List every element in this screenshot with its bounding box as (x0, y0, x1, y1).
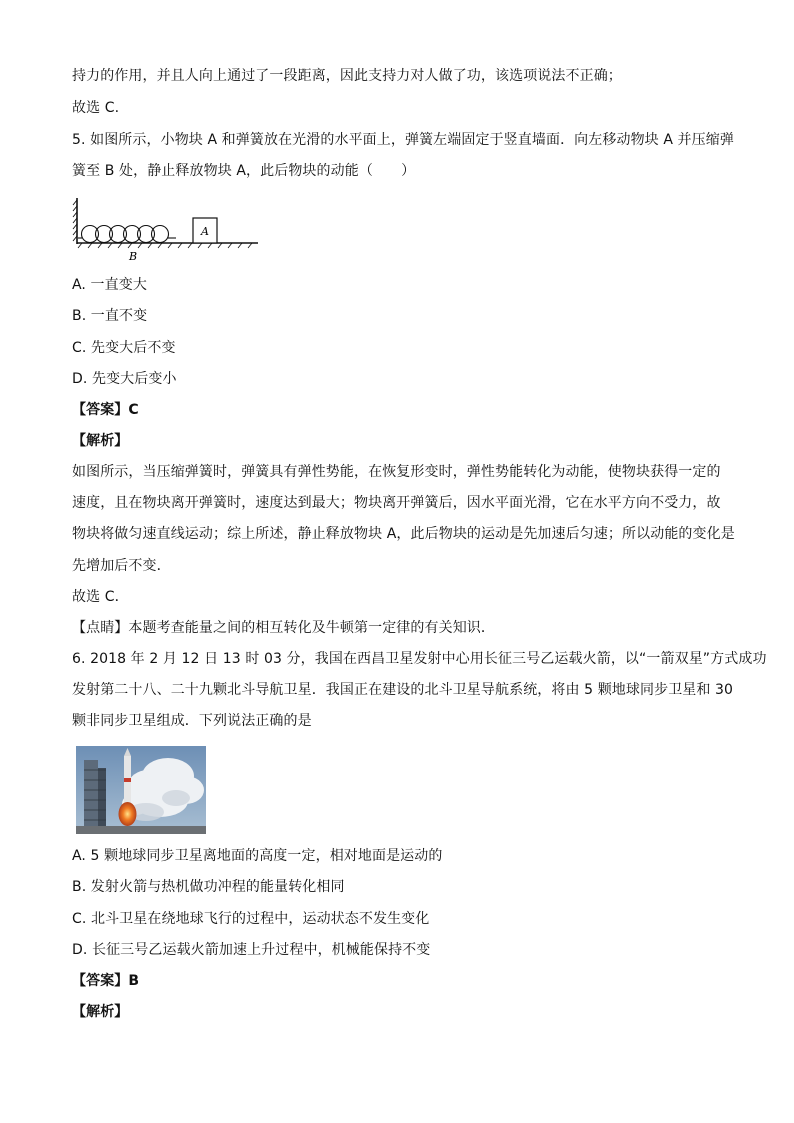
text-line: 持力的作用，并且人向上通过了一段距离，因此支持力对人做了功，该选项说法不正确； (72, 68, 622, 84)
spring (78, 226, 176, 243)
text-line: 故选 C. (72, 100, 120, 116)
option-b: B. 发射火箭与热机做功冲程的能量转化相同 (72, 879, 345, 895)
option-c: C. 先变大后不变 (72, 340, 176, 356)
point-b-label: B (128, 250, 138, 263)
question-5-stem: 5. 如图所示，小物块 A 和弹簧放在光滑的水平面上，弹簧左端固定于竖直墙面．向左移动物块 A 并压缩弹 (72, 132, 734, 148)
option-b: B. 一直不变 (72, 308, 148, 324)
option-d: D. 先变大后变小 (72, 371, 177, 387)
question-5-stem: 簧至 B 处，静止释放物块 A，此后物块的动能（ ） (72, 163, 416, 179)
question-6-stem: 颗非同步卫星组成．下列说法正确的是 (72, 713, 312, 729)
answer-label: 【答案】B (72, 973, 140, 989)
question-6-stem: 6. 2018 年 2 月 12 日 13 时 03 分，我国在西昌卫星发射中心用长征三号乙运载火箭，以“一箭双星”方式成功 (72, 651, 767, 667)
analysis-label: 【解析】 (72, 1004, 129, 1020)
block-label: A (201, 225, 209, 238)
option-c: C. 北斗卫星在绕地球飞行的过程中，运动状态不发生变化 (72, 911, 430, 927)
question-6-stem: 发射第二十八、二十九颗北斗导航卫星．我国正在建设的北斗卫星导航系统，将由 5 颗地球同步卫星和 30 (72, 682, 734, 698)
option-d: D. 长征三号乙运载火箭加速上升过程中，机械能保持不变 (72, 942, 431, 958)
analysis-label: 【解析】 (72, 433, 129, 449)
comment-line: 【点睛】本题考查能量之间的相互转化及牛顿第一定律的有关知识． (72, 620, 495, 636)
option-a: A. 一直变大 (72, 277, 147, 293)
option-a: A. 5 颗地球同步卫星离地面的高度一定，相对地面是运动的 (72, 848, 443, 864)
analysis-text: 先增加后不变． (72, 558, 171, 574)
answer-label: 【答案】C (72, 402, 139, 418)
analysis-text: 物块将做匀速直线运动；综上所述，静止释放物块 A，此后物块的运动是先加速后匀速；所以动能的变化是 (72, 526, 735, 542)
analysis-text: 速度，且在物块离开弹簧时，速度达到最大；物块离开弹簧后，因水平面光滑，它在水平方向不受力，故 (72, 495, 721, 511)
rocket-launch-photo (76, 746, 206, 834)
spring-block-diagram (72, 196, 262, 264)
analysis-text: 如图所示，当压缩弹簧时，弹簧具有弹性势能，在恢复形变时，弹性势能转化为动能，使物块获得一定的 (72, 464, 721, 480)
text-line: 故选 C． (72, 589, 129, 605)
